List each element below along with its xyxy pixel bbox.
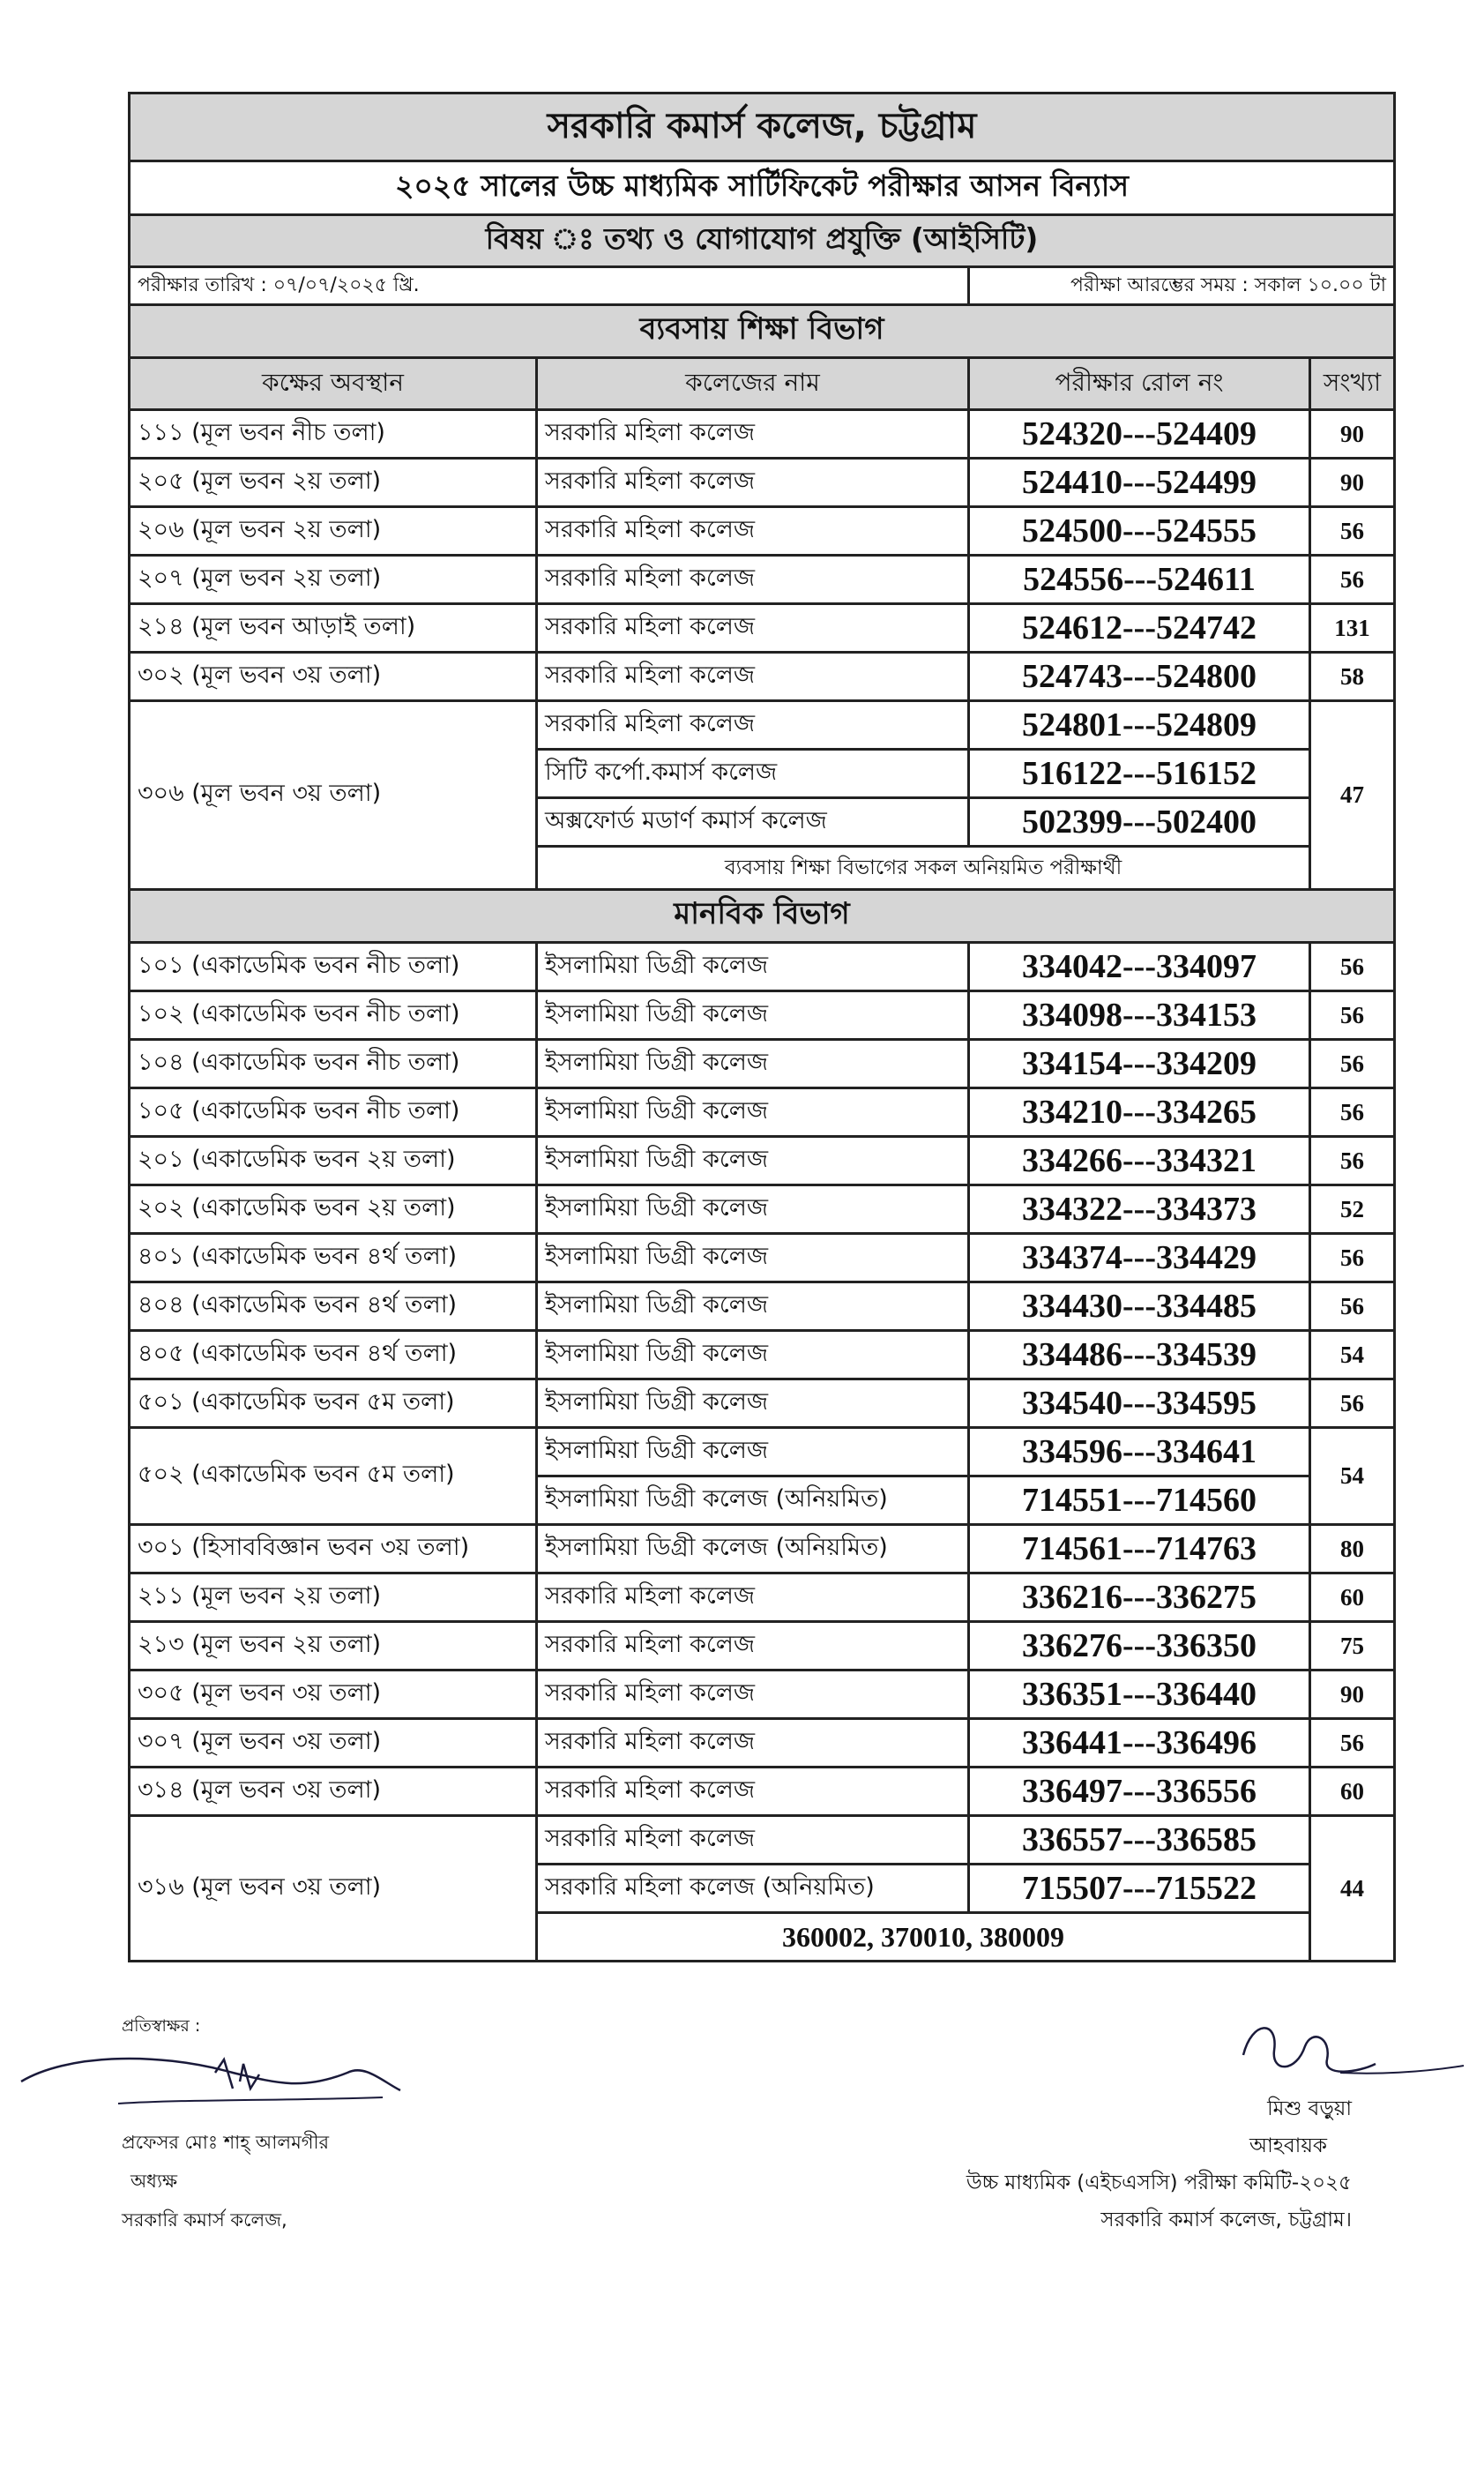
seat-row	[130, 1768, 1395, 1816]
room-location: ২১৩ (মূল ভবন ২য় তলা)	[130, 1622, 537, 1671]
seat-row	[130, 1379, 1395, 1428]
seat-row	[130, 701, 1395, 750]
room-location: ৩০৭ (মূল ভবন ৩য় তলা)	[130, 1719, 537, 1768]
college-name: সরকারি মহিলা কলেজ	[537, 1573, 969, 1622]
candidate-count: 90	[1310, 1671, 1395, 1719]
room-location: ৪০৫ (একাডেমিক ভবন ৪র্থ তলা)	[130, 1331, 537, 1379]
roll-range: 715507---715522	[969, 1865, 1310, 1913]
meta-row	[130, 267, 1395, 305]
seat-row	[130, 991, 1395, 1040]
roll-range: 336276---336350	[969, 1622, 1310, 1671]
exam-date: পরীক্ষার তারিখ : ০৭/০৭/২০২৫ খ্রি.	[130, 267, 969, 305]
college-name: সরকারি মহিলা কলেজ	[537, 1768, 969, 1816]
roll-range: 524743---524800	[969, 653, 1310, 701]
candidate-count: 56	[1310, 1234, 1395, 1282]
column-header-count: সংখ্যা	[1310, 358, 1395, 410]
roll-range: 336351---336440	[969, 1671, 1310, 1719]
seat-row	[130, 1671, 1395, 1719]
room-location: ২০৭ (মূল ভবন ২য় তলা)	[130, 556, 537, 604]
college-name: সরকারি মহিলা কলেজ	[537, 556, 969, 604]
room-location: ৩০১ (হিসাববিজ্ঞান ভবন ৩য় তলা)	[130, 1525, 537, 1573]
room-location: ৩০৬ (মূল ভবন ৩য় তলা)	[130, 701, 537, 890]
room-location: ৫০১ (একাডেমিক ভবন ৫ম তলা)	[130, 1379, 537, 1428]
seat-row	[130, 1622, 1395, 1671]
seat-row	[130, 653, 1395, 701]
seat-row	[130, 1719, 1395, 1768]
roll-range: 334266---334321	[969, 1137, 1310, 1185]
seat-plan-body	[130, 93, 1395, 1962]
roll-range: 524320---524409	[969, 410, 1310, 459]
college-name: ইসলামিয়া ডিগ্রী কলেজ	[537, 1088, 969, 1137]
college-name: ইসলামিয়া ডিগ্রী কলেজ	[537, 1185, 969, 1234]
roll-range: 714551---714560	[969, 1476, 1310, 1525]
college-name: ইসলামিয়া ডিগ্রী কলেজ	[537, 1428, 969, 1476]
seat-row	[130, 1816, 1395, 1865]
seat-plan-sheet	[128, 92, 1393, 1962]
college-title: সরকারি কমার্স কলেজ, চট্টগ্রাম	[130, 93, 1395, 161]
room-location: ১১১ (মূল ভবন নীচ তলা)	[130, 410, 537, 459]
roll-range: 334540---334595	[969, 1379, 1310, 1428]
convener-name: মিশু বড়ুয়া	[1267, 2097, 1352, 2120]
seat-row	[130, 1040, 1395, 1088]
irregular-note: ব্যবসায় শিক্ষা বিভাগের সকল অনিয়মিত পরীক্ষার্থী	[537, 847, 1310, 890]
roll-range: 334374---334429	[969, 1234, 1310, 1282]
seat-row	[130, 1428, 1395, 1476]
principal-signature-scribble	[12, 2020, 409, 2126]
seat-row	[130, 1282, 1395, 1331]
committee-name: উচ্চ মাধ্যমিক (এইচএসসি) পরীক্ষা কমিটি-২০২৫	[966, 2171, 1352, 2194]
seat-row	[130, 1331, 1395, 1379]
roll-range: 334596---334641	[969, 1428, 1310, 1476]
exam-start-time: পরীক্ষা আরম্ভের সময় : সকাল ১০.০০ টা	[969, 267, 1395, 305]
exam-title-row	[130, 161, 1395, 215]
attestation-label: প্রতিস্বাক্ষর :	[122, 2016, 201, 2036]
candidate-count: 80	[1310, 1525, 1395, 1573]
candidate-count: 44	[1310, 1816, 1395, 1962]
roll-range: 524556---524611	[969, 556, 1310, 604]
column-header-college: কলেজের নাম	[537, 358, 969, 410]
candidate-count: 56	[1310, 1282, 1395, 1331]
room-location: ১০৫ (একাডেমিক ভবন নীচ তলা)	[130, 1088, 537, 1137]
convener-org: সরকারি কমার্স কলেজ, চট্টগ্রাম।	[1100, 2209, 1352, 2231]
college-name: সরকারি মহিলা কলেজ	[537, 1622, 969, 1671]
roll-range: 714561---714763	[969, 1525, 1310, 1573]
roll-range: 334430---334485	[969, 1282, 1310, 1331]
college-name: ইসলামিয়া ডিগ্রী কলেজ	[537, 1282, 969, 1331]
room-location: ৪০৪ (একাডেমিক ভবন ৪র্থ তলা)	[130, 1282, 537, 1331]
roll-range: 334322---334373	[969, 1185, 1310, 1234]
seat-row	[130, 604, 1395, 653]
roll-range: 516122---516152	[969, 750, 1310, 798]
candidate-count: 56	[1310, 507, 1395, 556]
roll-range: 336557---336585	[969, 1816, 1310, 1865]
roll-range: 524500---524555	[969, 507, 1310, 556]
seat-plan-table	[128, 92, 1396, 1962]
seat-row	[130, 556, 1395, 604]
room-location: ১০২ (একাডেমিক ভবন নীচ তলা)	[130, 991, 537, 1040]
room-location: ২০১ (একাডেমিক ভবন ২য় তলা)	[130, 1137, 537, 1185]
humanities-section-header	[130, 890, 1395, 943]
roll-range: 334486---334539	[969, 1331, 1310, 1379]
room-location: ২১১ (মূল ভবন ২য় তলা)	[130, 1573, 537, 1622]
candidate-count: 75	[1310, 1622, 1395, 1671]
business-section-title: ব্যবসায় শিক্ষা বিভাগ	[130, 305, 1395, 358]
college-name: সরকারি মহিলা কলেজ	[537, 1719, 969, 1768]
room-location: ৩১৪ (মূল ভবন ৩য় তলা)	[130, 1768, 537, 1816]
roll-range: 524801---524809	[969, 701, 1310, 750]
candidate-count: 56	[1310, 991, 1395, 1040]
college-name: সরকারি মহিলা কলেজ	[537, 1816, 969, 1865]
roll-range: 524410---524499	[969, 459, 1310, 507]
room-location: ২০২ (একাডেমিক ভবন ২য় তলা)	[130, 1185, 537, 1234]
college-name: ইসলামিয়া ডিগ্রী কলেজ	[537, 943, 969, 991]
candidate-count: 56	[1310, 556, 1395, 604]
roll-range: 336441---336496	[969, 1719, 1310, 1768]
seat-row	[130, 507, 1395, 556]
room-location: ১০৪ (একাডেমিক ভবন নীচ তলা)	[130, 1040, 537, 1088]
seat-row	[130, 1137, 1395, 1185]
college-name: সরকারি মহিলা কলেজ	[537, 701, 969, 750]
college-name: সরকারি মহিলা কলেজ	[537, 604, 969, 653]
room-location: ২০৬ (মূল ভবন ২য় তলা)	[130, 507, 537, 556]
room-location: ২০৫ (মূল ভবন ২য় তলা)	[130, 459, 537, 507]
roll-range: 502399---502400	[969, 798, 1310, 847]
candidate-count: 54	[1310, 1331, 1395, 1379]
subject-row	[130, 215, 1395, 267]
room-location: ৫০২ (একাডেমিক ভবন ৫ম তলা)	[130, 1428, 537, 1525]
principal-name: প্রফেসর মোঃ শাহ্‌ আলমগীর	[122, 2132, 330, 2153]
roll-range: 524612---524742	[969, 604, 1310, 653]
candidate-count: 90	[1310, 410, 1395, 459]
subject-title: বিষয় ঃ তথ্য ও যোগাযোগ প্রযুক্তি (আইসিটি)	[130, 215, 1395, 267]
college-name: অক্সফোর্ড মডার্ণ কমার্স কলেজ	[537, 798, 969, 847]
candidate-count: 131	[1310, 604, 1395, 653]
candidate-count: 56	[1310, 1040, 1395, 1088]
room-location: ৩০৫ (মূল ভবন ৩য় তলা)	[130, 1671, 537, 1719]
roll-range: 334098---334153	[969, 991, 1310, 1040]
principal-title: অধ্যক্ষ	[131, 2171, 178, 2192]
candidate-count: 52	[1310, 1185, 1395, 1234]
seat-row	[130, 1573, 1395, 1622]
candidate-count: 60	[1310, 1768, 1395, 1816]
college-name: ইসলামিয়া ডিগ্রী কলেজ (অনিয়মিত)	[537, 1525, 969, 1573]
room-location: ২১৪ (মূল ভবন আড়াই তলা)	[130, 604, 537, 653]
column-header-room: কক্ষের অবস্থান	[130, 358, 537, 410]
roll-range: 334042---334097	[969, 943, 1310, 991]
signature-block-right	[966, 2090, 1352, 2239]
roll-range: 336216---336275	[969, 1573, 1310, 1622]
college-name: সরকারি মহিলা কলেজ	[537, 459, 969, 507]
room-location: ৩০২ (মূল ভবন ৩য় তলা)	[130, 653, 537, 701]
seat-row	[130, 459, 1395, 507]
seat-row	[130, 1185, 1395, 1234]
college-name: সিটি কর্পো.কমার্স কলেজ	[537, 750, 969, 798]
roll-range: 336497---336556	[969, 1768, 1310, 1816]
candidate-count: 47	[1310, 701, 1395, 890]
seat-row	[130, 943, 1395, 991]
principal-org: সরকারি কমার্স কলেজ,	[122, 2209, 287, 2231]
college-name: সরকারি মহিলা কলেজ	[537, 410, 969, 459]
room-location: ১০১ (একাডেমিক ভবন নীচ তলা)	[130, 943, 537, 991]
candidate-count: 54	[1310, 1428, 1395, 1525]
exam-title: ২০২৫ সালের উচ্চ মাধ্যমিক সার্টিফিকেট পরীক্ষার আসন বিন্যাস	[130, 161, 1395, 215]
room-location: ৩১৬ (মূল ভবন ৩য় তলা)	[130, 1816, 537, 1962]
college-name: ইসলামিয়া ডিগ্রী কলেজ	[537, 1040, 969, 1088]
roll-range: 334154---334209	[969, 1040, 1310, 1088]
candidate-count: 58	[1310, 653, 1395, 701]
college-name: ইসলামিয়া ডিগ্রী কলেজ	[537, 1331, 969, 1379]
seat-row	[130, 1525, 1395, 1573]
business-section-header	[130, 305, 1395, 358]
college-name: ইসলামিয়া ডিগ্রী কলেজ	[537, 1234, 969, 1282]
seat-row	[130, 410, 1395, 459]
candidate-count: 56	[1310, 1137, 1395, 1185]
humanities-section-title: মানবিক বিভাগ	[130, 890, 1395, 943]
college-name: সরকারি মহিলা কলেজ (অনিয়মিত)	[537, 1865, 969, 1913]
college-name: ইসলামিয়া ডিগ্রী কলেজ (অনিয়মিত)	[537, 1476, 969, 1525]
seat-row	[130, 1234, 1395, 1282]
candidate-count: 60	[1310, 1573, 1395, 1622]
college-name: সরকারি মহিলা কলেজ	[537, 653, 969, 701]
roll-range: 334210---334265	[969, 1088, 1310, 1137]
college-name: ইসলামিয়া ডিগ্রী কলেজ	[537, 1137, 969, 1185]
candidate-count: 56	[1310, 943, 1395, 991]
candidate-count: 56	[1310, 1719, 1395, 1768]
title-row	[130, 93, 1395, 161]
extra-roll-numbers: 360002, 370010, 380009	[537, 1913, 1310, 1962]
college-name: ইসলামিয়া ডিগ্রী কলেজ	[537, 1379, 969, 1428]
column-header-roll: পরীক্ষার রোল নং	[969, 358, 1310, 410]
candidate-count: 56	[1310, 1379, 1395, 1428]
candidate-count: 90	[1310, 459, 1395, 507]
seat-row	[130, 1088, 1395, 1137]
college-name: সরকারি মহিলা কলেজ	[537, 507, 969, 556]
column-header-row	[130, 358, 1395, 410]
convener-signature-scribble	[1226, 2011, 1481, 2099]
college-name: ইসলামিয়া ডিগ্রী কলেজ	[537, 991, 969, 1040]
room-location: ৪০১ (একাডেমিক ভবন ৪র্থ তলা)	[130, 1234, 537, 1282]
college-name: সরকারি মহিলা কলেজ	[537, 1671, 969, 1719]
convener-title: আহবায়ক	[1249, 2134, 1327, 2157]
candidate-count: 56	[1310, 1088, 1395, 1137]
